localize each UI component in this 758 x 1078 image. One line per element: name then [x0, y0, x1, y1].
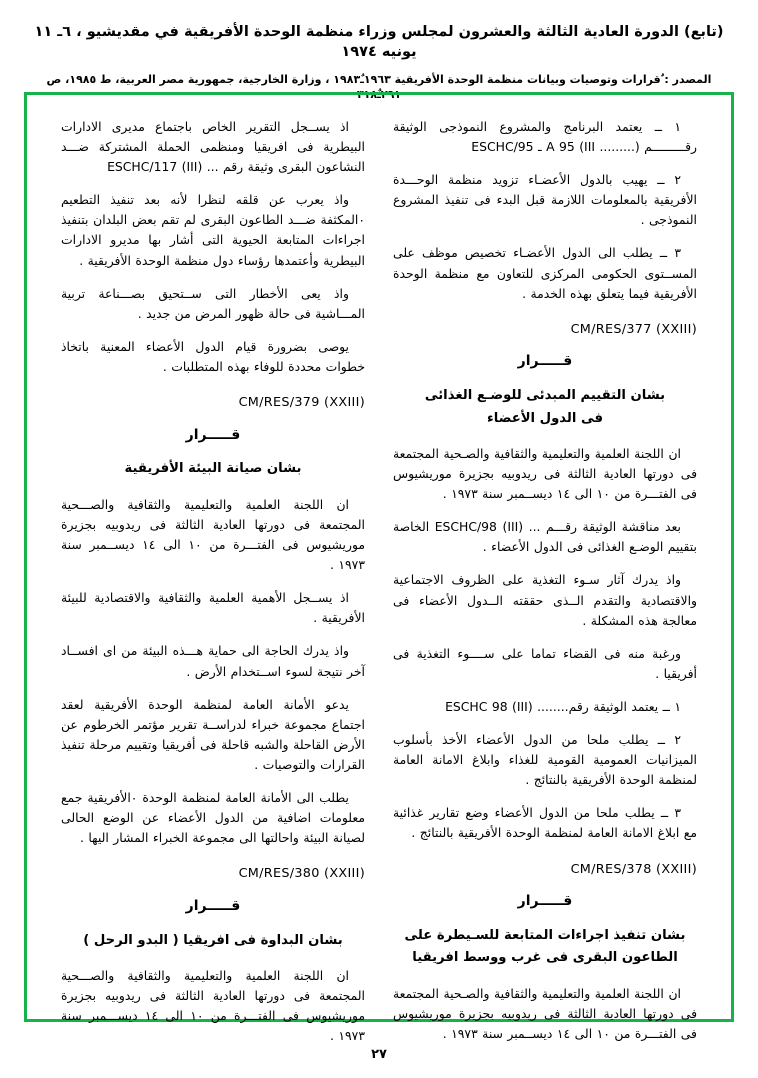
paragraph: ان اللجنة العلمية والتعليمية والثقافية والصـــحية المجتمعة فى دورتها العادية الثالثة فى ريدوبيه بجزيرة موريشيوس فى الفتـــرة من ١٠ الى ١٤ ديســمبر سنة ١٩٧٣ . [61, 496, 365, 573]
resolution-code: CM/RES/380 (XXIII) [238, 866, 365, 882]
paragraph: ان اللجنة العلمية والتعليمية والثقافية والصـحية المجتمعة فى دورتها العادية الثالثة فى ريدوبيه بجزيرة موريشيوس فى الفتـــرة من ١٠ الى ١٤ ديســمبر سنة ١٩٧٣ . [393, 446, 697, 502]
paragraph: ٢ ــ يطلب ملحا من الدول الأعضاء الأخذ بأسلوب الميزانيات العمومية القومية للغذاء وابلاغ الامانة العامة لمنظمة الوحدة الأفريقية بالنتائج . [393, 732, 697, 788]
paragraph: ٢ ــ يهيب بالدول الأعضـاء تزويد منظمة الوحـــدة الأفريقية بالمعلومات اللازمة قبل البدء فى تنفيذ المشروع النموذجى . [393, 172, 697, 228]
resolution-subject: بشان صيانة البيئة الأفريقية [124, 461, 302, 477]
paragraph: ١ ــ يعتمد البرنامج والمشروع النموذجى الوثيقة رقـــــــــم (......... III) A 95 ـ ESCHC/95 [393, 119, 697, 155]
paragraph: يدعو الأمانة العامة لمنظمة الوحدة الأفريقية لعقد اجتماع مجموعة خبراء لدراســة تقرير مؤتمر الخرطوم عن الأرض القاحلة والشبه قاحلة فى أفريقيا وتقييم مرحلة تنفيذ القرارات والتوصيات . [61, 696, 365, 772]
resolution-heading: قـــــرار [185, 426, 241, 443]
page-header [0, 0, 758, 102]
page-footer [0, 1047, 758, 1062]
paragraph: واذ يعى الأخطار التى ســتحيق بصـــناعة تربية المـــاشية فى حالة ظهور المرض من جديد . [61, 285, 365, 321]
resolution-code: CM/RES/379 (XXIII) [238, 395, 365, 411]
page-number: ٢٧ [371, 1047, 387, 1062]
paragraph: يوصى بضرورة قيام الدول الأعضاء المعنية باتخاذ خطوات محددة للوفاء بهذه المتطلبات . [61, 338, 365, 374]
paragraph: واذ يدرك آثار سـوء التغذية على الظروف الاجتماعية والاقتصادية والتقدم الــذى حققته الــدول الأعضاء فى معالجة هذه المشكلة . [393, 572, 697, 628]
resolution-subject: بشان تنفيذ اجراءات المتابعة للسـيطرة على الطاعون البقرى فى غرب ووسط افريقيا [404, 927, 686, 966]
source-line: المصدر : ٌقرارات وتوصيات وبيانات منظمة الوحدة الأفريقية ١٩٦٣ـ١٩٨٣ٌ ، وزارة الخارجية، جمهورية مصر العربية، ط ١٩٨٥، ص ٢٩١ـ٣١٨ٌ [46, 72, 712, 101]
paragraph: يطلب الى الأمانة العامة لمنظمة الوحدة ٠الأفريقية جمع معلومات اضافية من الدول الأعضاء عن الوضع الحالى لصيانة البيئة واحالتها الى مجموعة الخبراء المشار اليها . [61, 789, 365, 846]
paragraph: ورغبة منه فى القضاء تماما على ســــوء التغذية فى أفريقيا . [393, 645, 697, 681]
resolution-heading: قـــــرار [517, 353, 573, 370]
paragraph: ان اللجنة العلمية والتعليمية والثقافية والصـحية المجتمعة فى دورتها العادية الثالثة فى ريدوبيه بجزيرة موريشيوس فى الفتـــرة من ١٠ الى ١٤ ديســمبر سنة ١٩٧٣ . [393, 985, 697, 1041]
content-frame [24, 92, 734, 1044]
paragraph: ٣ ــ يطلب الى الدول الأعضـاء تخصيص موظف على المســتوى الحكومى المركزى للتعاون مع منظمة الوحدة الأفريقية فيما يتعلق بهذه الخدمة . [393, 245, 697, 301]
paragraph: واذ يدرك الحاجة الى حماية هـــذه البيئة من اى افســاد آخر نتيجة لسوء اســتخدام الأرض . [61, 643, 365, 679]
paragraph: اذ يســجل التقرير الخاص باجتماع مديرى الادارات البيطرية فى افريقيا ومنظمى الحملة المشتركة ضـــد النشاعون البقرى وثيقة رقم ... (III) ESCHC/117 [61, 119, 365, 175]
paragraph: بعد مناقشة الوثيقة رقـــم ... (III) ESCHC/98 الخاصة بتقييم الوضـع الغذائى فى الدول الأعضاء . [393, 519, 697, 555]
resolution-code: CM/RES/378 (XXIII) [570, 861, 697, 877]
column-right [379, 117, 713, 1041]
resolution-heading: قـــــرار [517, 893, 573, 910]
resolution-subject: بشان التقييم المبدئى للوضـع الغذائى فى الدول الأعضاء [424, 388, 666, 426]
paragraph: ان اللجنة العلمية والتعليمية والثقافية والصـــحية المجتمعة فى دورتها العادية الثالثة فى ريدوبيه بجزيرة موريشيوس فى الفتـــرة من ١٠ الى ١٤ ديســـمبر سنة ١٩٧٣ . [61, 968, 365, 1044]
page-title: (تابع) الدورة العادية الثالثة والعشرون لمجلس وزراء منظمة الوحدة الأفريقية في مقديشيو ، ٦ـ ١١ يونيه ١٩٧٤ [34, 24, 724, 61]
paragraph: ١ ــ يعتمد الوثيقة رقم........ (III) ESCHC 98 [445, 698, 681, 714]
resolution-heading: قـــــرار [185, 897, 241, 914]
resolution-subject: بشان البداوة فى افريقيا ( البدو الرحل ) [83, 932, 343, 948]
paragraph: اذ يســجل الأهمية العلمية والثقافية والاقتصادية للبيئة الأفريقية . [61, 590, 365, 626]
resolution-code: CM/RES/377 (XXIII) [570, 321, 697, 337]
paragraph: واذ يعرب عن قلقه لنظرا لأنه بعد تنفيذ التطعيم ٠المكثفة ضـــد الطاعون البقرى لم تقم بعض البلدان بتنفيذ اجراءات المتابعة الحيوية التى أشار بها مديرو الادارات البيطرية وأعتمدها رؤساء دول منظمة الوحدة الأفريقية . [61, 192, 365, 268]
column-left [45, 117, 379, 1044]
paragraph: ٣ ــ يطلب ملحا من الدول الأعضاء وضع تقارير غذائية مع ابلاغ الامانة العامة لمنظمة الوحدة الأفريقية بالنتائج . [393, 805, 697, 841]
